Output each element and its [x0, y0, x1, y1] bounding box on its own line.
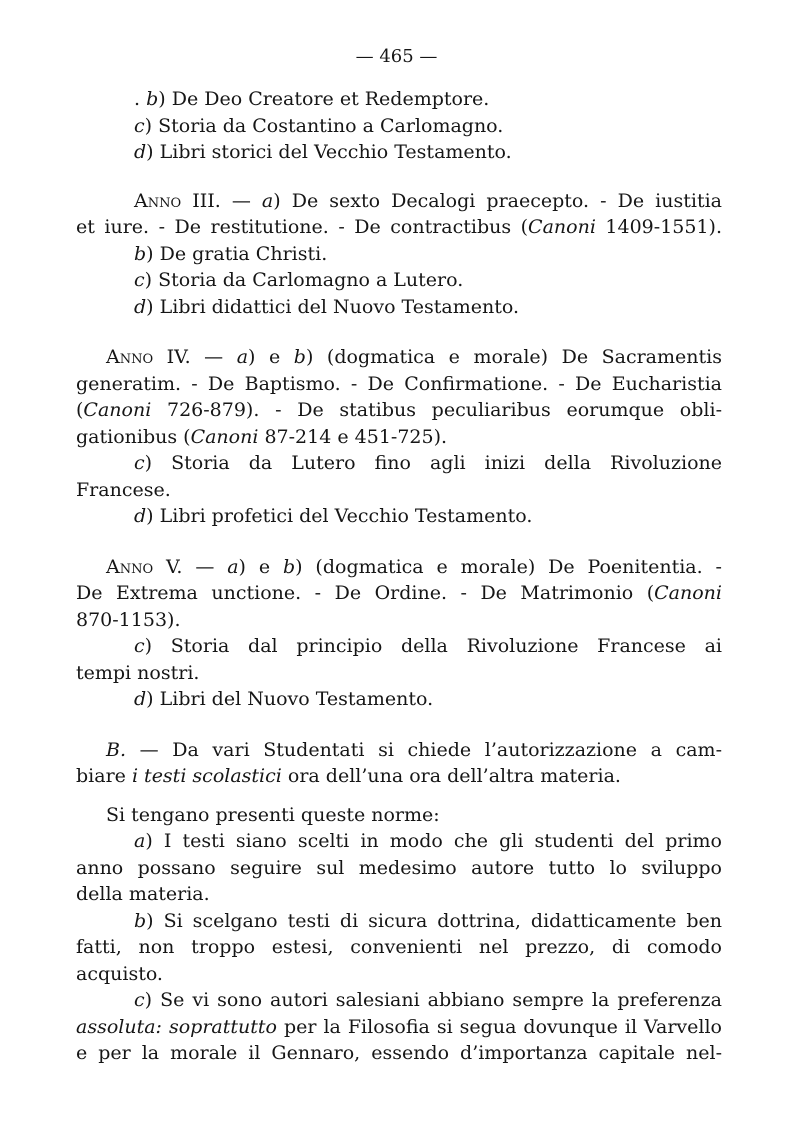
text-line: c) Storia da Carlomagno a Lutero.	[134, 269, 464, 291]
text-line: anno possano seguire sul medesimo autore tutto lo sviluppo	[76, 856, 722, 879]
section-marker: B.	[106, 738, 127, 761]
year-heading: Anno III.	[134, 189, 221, 212]
text-line: b) De gratia Christi.	[134, 242, 328, 265]
text-line: (Canoni 726-879). - De statibus peculiaribus eorumque obli-	[76, 399, 722, 421]
text-line: acquisto.	[76, 962, 163, 985]
text-line: Anno IV. — a) e b) (dogmatica e morale) De Sacramentis	[106, 346, 722, 368]
text-line: . b) De Deo Creatore et Redemptore.	[134, 88, 490, 110]
text-line: c) Storia dal principio della Rivoluzione Francese ai	[134, 635, 722, 657]
text-line: e per la morale il Gennaro, essendo d’importanza capitale nel-	[76, 1042, 722, 1064]
text-line: gationibus (Canoni 87-214 e 451-725).	[76, 425, 448, 448]
text-line: d) Libri del Nuovo Testamento.	[134, 688, 434, 710]
text-line: c) Storia da Costantino a Carlomagno.	[134, 114, 504, 137]
text-line: B. — Da vari Studentati si chiede l’autorizzazione a cam-	[106, 738, 722, 761]
text-line: Anno V. — a) e b) (dogmatica e morale) De Poenitentia. -	[106, 555, 722, 578]
text-line: De Extrema unctione. - De Ordine. - De Matrimonio (Canoni	[76, 582, 722, 604]
text-line: generatim. - De Baptismo. - De Confirmatione. - De Eucharistia	[76, 372, 722, 395]
text-line: et iure. - De restitutione. - De contractibus (Canoni 1409-1551).	[76, 216, 722, 238]
text-line: Si tengano presenti queste norme:	[106, 803, 440, 826]
text-column	[76, 86, 722, 1067]
text-line: d) Libri profetici del Vecchio Testamento.	[134, 505, 533, 527]
text-line: c) Se vi sono autori salesiani abbiano sempre la preferenza	[134, 989, 722, 1011]
text-line: fatti, non troppo estesi, convenienti nel prezzo, di comodo	[76, 936, 722, 958]
text-line: 870-1153).	[76, 608, 181, 631]
text-line: c) Storia da Lutero fino agli inizi della Rivoluzione	[134, 452, 722, 474]
text-line: tempi nostri.	[76, 661, 200, 684]
text-line: d) Libri storici del Vecchio Testamento.	[134, 141, 512, 163]
year-heading: Anno V.	[106, 555, 183, 578]
text-line: Francese.	[76, 478, 171, 501]
text-line: b) Si scelgano testi di sicura dottrina, didatticamente ben	[134, 909, 722, 932]
year-heading: Anno IV.	[106, 346, 191, 368]
text-line: biare i testi scolastici ora dell’una ora dell’altra materia.	[76, 765, 621, 787]
text-line: a) I testi siano scelti in modo che gli studenti del primo	[134, 830, 722, 852]
text-line: d) Libri didattici del Nuovo Testamento.	[134, 295, 519, 318]
text-line: assoluta: soprattutto per la Filosofia si segua dovunque il Varvello	[76, 1015, 722, 1038]
text-line: della materia.	[76, 883, 210, 905]
page-number: — 465 —	[355, 46, 438, 67]
text-line: Anno III. — a) De sexto Decalogi praecepto. - De iustitia	[134, 189, 722, 212]
